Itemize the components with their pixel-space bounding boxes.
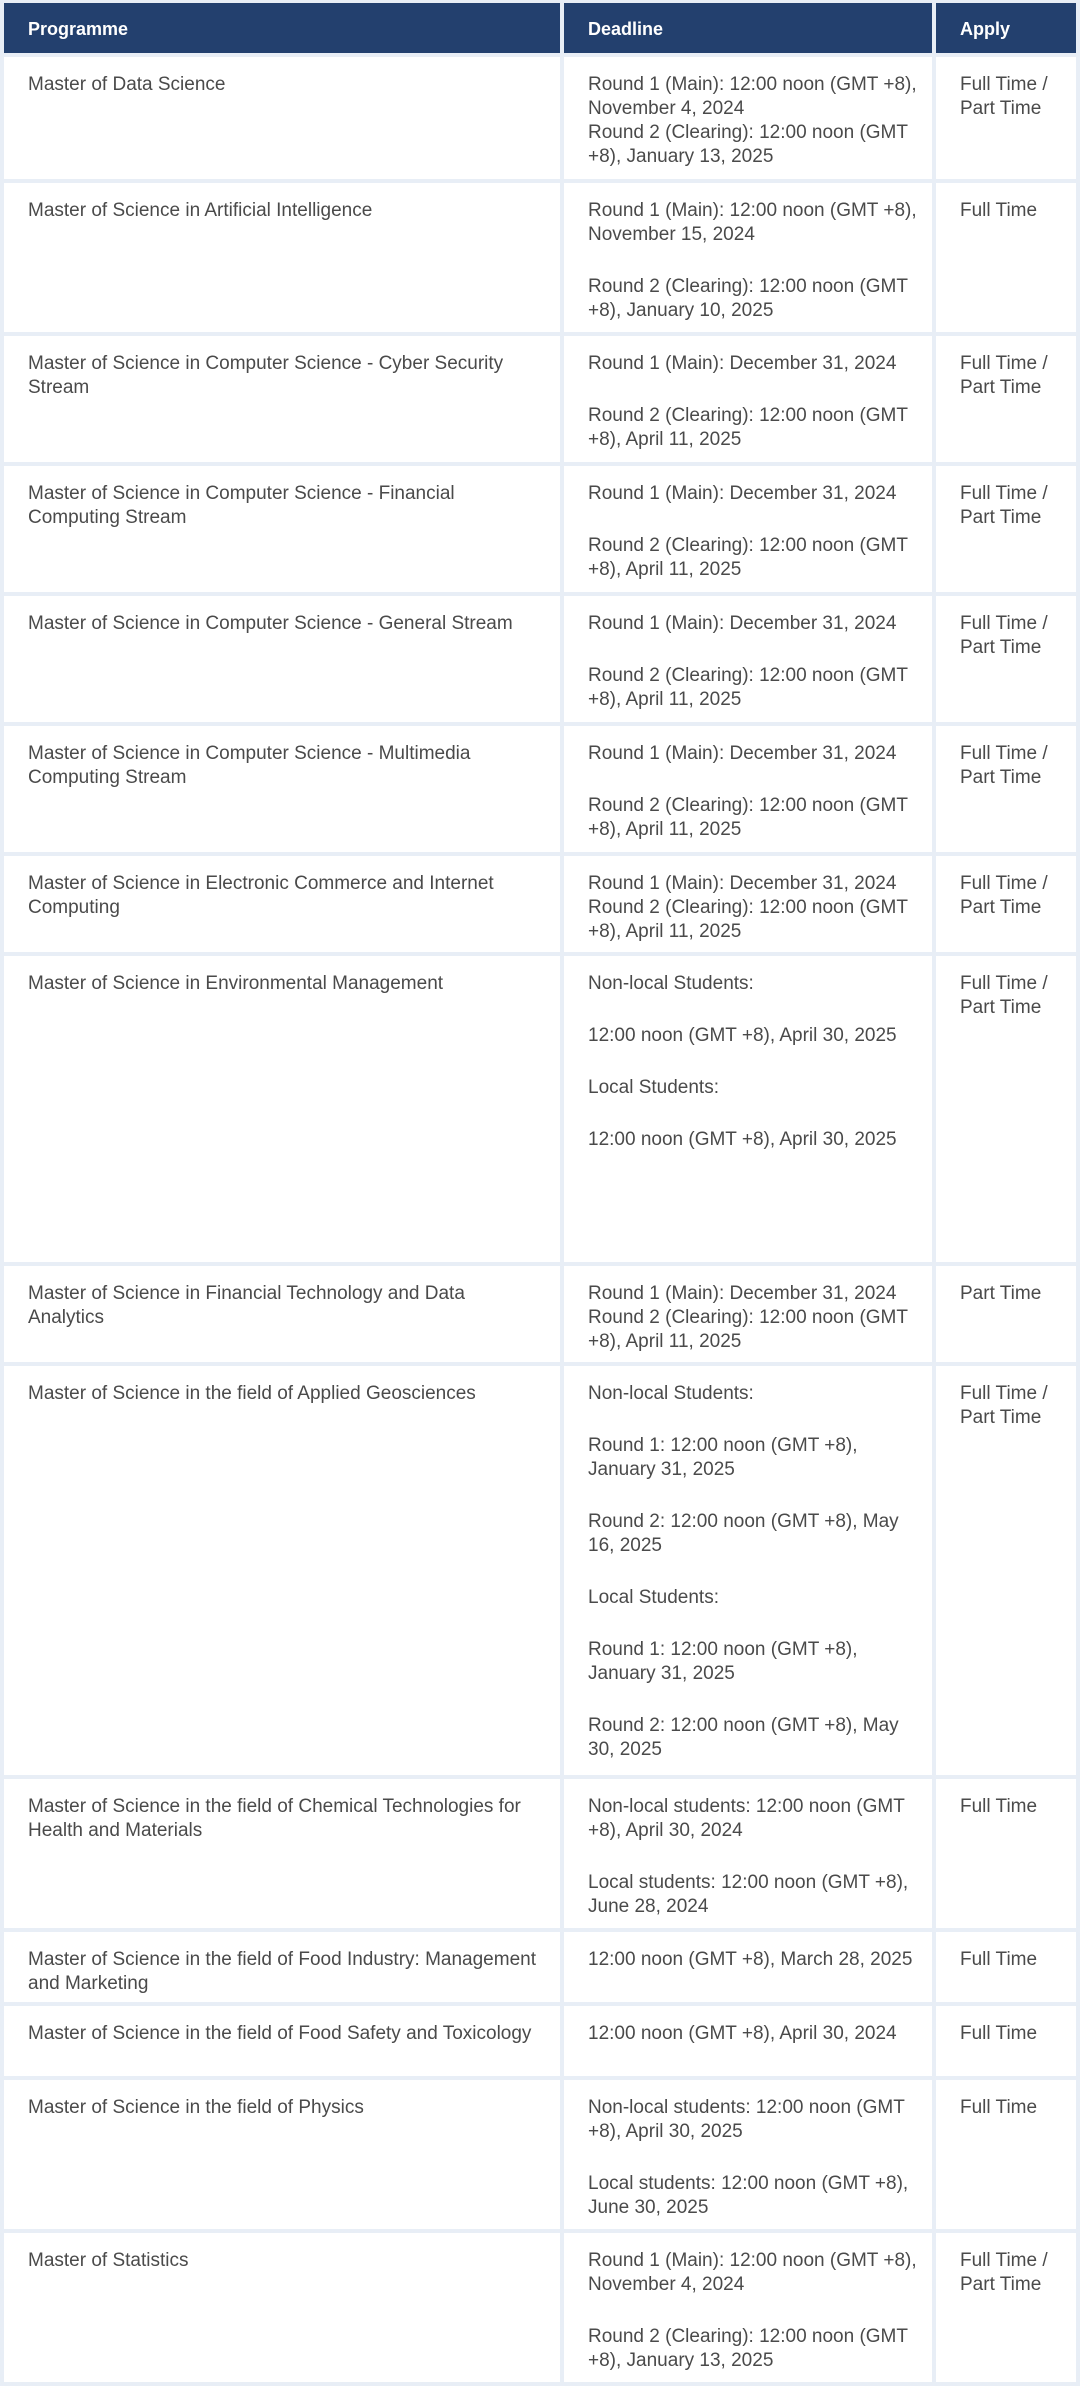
deadline-line: Non-local students: 12:00 noon (GMT +8), April 30, 2024 [588,1796,905,1841]
programme-cell: Master of Science in Computer Science - General Stream [4,596,564,722]
deadline-line: Round 1: 12:00 noon (GMT +8), January 31, 2025 [588,1435,858,1480]
deadline-cell [564,466,936,592]
deadline-line: Round 2 (Clearing): 12:00 noon (GMT +8), January 13, 2025 [588,2326,908,2371]
programme-cell: Master of Science in Electronic Commerce and Internet Computing [4,856,564,952]
deadline-line: Non-local Students: [588,1383,754,1404]
apply-cell: Full Time / Part Time [936,1366,1076,1775]
table-row [4,183,1076,336]
programme-cell: Master of Science in the field of Chemical Technologies for Health and Materials [4,1779,564,1928]
programme-cell: Master of Science in Computer Science - Financial Computing Stream [4,466,564,592]
deadline-cell [564,956,936,1262]
deadline-cell [564,726,936,852]
apply-cell: Full Time / Part Time [936,956,1076,1262]
deadline-line: Round 1 (Main): December 31, 2024 [588,353,897,374]
deadline-line: Local Students: [588,1587,719,1608]
deadline-line: Round 1 (Main): December 31, 2024 [588,613,897,634]
table-row [4,1266,1076,1366]
deadline-line: Round 2 (Clearing): 12:00 noon (GMT +8), April 11, 2025 [588,1307,908,1352]
programme-cell: Master of Science in the field of Food Safety and Toxicology [4,2006,564,2076]
deadline-line: Local Students: [588,1077,719,1098]
deadline-line: Local students: 12:00 noon (GMT +8), June 28, 2024 [588,1872,909,1917]
table-row [4,1779,1076,1932]
deadline-line: Round 1 (Main): December 31, 2024 [588,483,897,504]
deadline-line: Round 1 (Main): 12:00 noon (GMT +8), November 4, 2024 [588,2250,917,2295]
deadline-cell [564,183,936,332]
table-row [4,596,1076,726]
table-row [4,336,1076,466]
table-row [4,57,1076,183]
deadline-line: Round 2 (Clearing): 12:00 noon (GMT +8), April 11, 2025 [588,665,908,710]
deadline-line: Round 1 (Main): 12:00 noon (GMT +8), November 4, 2024 [588,74,917,119]
deadline-line: Round 2 (Clearing): 12:00 noon (GMT +8), April 11, 2025 [588,795,908,840]
header-programme: Programme [4,3,564,53]
programme-cell: Master of Statistics [4,2233,564,2382]
apply-cell: Full Time [936,183,1076,332]
apply-cell: Full Time / Part Time [936,336,1076,462]
deadline-line: Round 2: 12:00 noon (GMT +8), May 16, 2025 [588,1511,899,1556]
deadline-cell [564,57,936,179]
programme-cell: Master of Science in the field of Applied Geosciences [4,1366,564,1775]
programme-cell: Master of Science in Computer Science - Cyber Security Stream [4,336,564,462]
deadline-line: Round 2 (Clearing): 12:00 noon (GMT +8), April 11, 2025 [588,897,908,942]
table-row [4,856,1076,956]
deadline-cell [564,2006,936,2076]
apply-cell: Full Time / Part Time [936,466,1076,592]
deadline-line: 12:00 noon (GMT +8), April 30, 2025 [588,1129,897,1150]
deadline-line: Round 1 (Main): 12:00 noon (GMT +8), November 15, 2024 [588,200,917,245]
table-row [4,2080,1076,2233]
apply-cell: Full Time [936,2006,1076,2076]
programme-cell: Master of Science in Financial Technology and Data Analytics [4,1266,564,1362]
deadline-line: Round 2 (Clearing): 12:00 noon (GMT +8), January 13, 2025 [588,122,908,167]
table-header-row [4,3,1076,57]
deadline-line: 12:00 noon (GMT +8), April 30, 2025 [588,1025,897,1046]
deadline-cell [564,1779,936,1928]
header-deadline: Deadline [564,3,936,53]
deadlines-table [4,3,1076,2386]
apply-cell: Full Time / Part Time [936,2233,1076,2382]
table-row [4,2006,1076,2080]
deadline-cell [564,336,936,462]
deadline-line: Round 1 (Main): December 31, 2024 [588,873,897,894]
table-row [4,466,1076,596]
deadline-cell [564,1266,936,1362]
deadline-line: Round 2: 12:00 noon (GMT +8), May 30, 2025 [588,1715,899,1760]
deadline-line: Round 1 (Main): December 31, 2024 [588,743,897,764]
apply-cell: Full Time [936,1932,1076,2002]
deadline-cell [564,2080,936,2229]
programme-cell: Master of Data Science [4,57,564,179]
table-row [4,1932,1076,2006]
table-row [4,726,1076,856]
programme-cell: Master of Science in Artificial Intelligence [4,183,564,332]
deadline-line: Round 2 (Clearing): 12:00 noon (GMT +8), January 10, 2025 [588,276,908,321]
deadline-cell [564,596,936,722]
deadline-line: Non-local Students: [588,973,754,994]
apply-cell: Full Time / Part Time [936,57,1076,179]
apply-cell: Part Time [936,1266,1076,1362]
apply-cell: Full Time / Part Time [936,856,1076,952]
programme-cell: Master of Science in Computer Science - Multimedia Computing Stream [4,726,564,852]
table-row [4,1366,1076,1779]
deadline-line: 12:00 noon (GMT +8), March 28, 2025 [588,1949,913,1970]
deadline-cell [564,1366,936,1775]
programme-cell: Master of Science in the field of Physics [4,2080,564,2229]
header-apply: Apply [936,3,1076,53]
table-body [4,57,1076,2386]
deadline-cell [564,856,936,952]
table-row [4,956,1076,1266]
deadline-line: 12:00 noon (GMT +8), April 30, 2024 [588,2023,897,2044]
deadline-line: Local students: 12:00 noon (GMT +8), June 30, 2025 [588,2173,909,2218]
deadline-line: Non-local students: 12:00 noon (GMT +8), April 30, 2025 [588,2097,905,2142]
deadline-cell [564,1932,936,2002]
programme-cell: Master of Science in the field of Food Industry: Management and Marketing [4,1932,564,2002]
deadline-line: Round 2 (Clearing): 12:00 noon (GMT +8), April 11, 2025 [588,405,908,450]
apply-cell: Full Time / Part Time [936,726,1076,852]
apply-cell: Full Time [936,1779,1076,1928]
deadline-line: Round 1: 12:00 noon (GMT +8), January 31, 2025 [588,1639,858,1684]
deadline-line: Round 2 (Clearing): 12:00 noon (GMT +8), April 11, 2025 [588,535,908,580]
deadline-cell [564,2233,936,2382]
apply-cell: Full Time / Part Time [936,596,1076,722]
apply-cell: Full Time [936,2080,1076,2229]
deadline-line: Round 1 (Main): December 31, 2024 [588,1283,897,1304]
programme-cell: Master of Science in Environmental Management [4,956,564,1262]
